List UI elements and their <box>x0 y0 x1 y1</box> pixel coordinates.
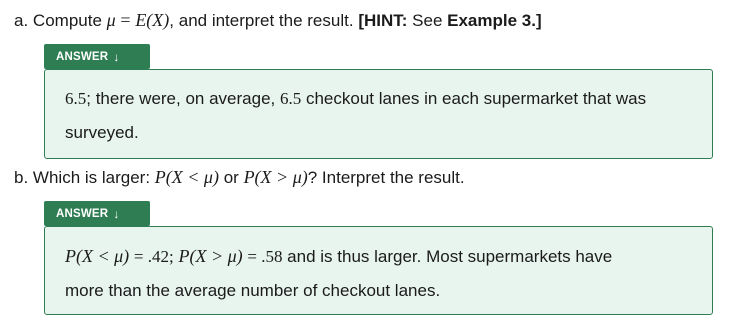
answer-a-text-2: checkout lanes in each supermarket that was <box>301 89 647 108</box>
question-a <box>14 9 542 32</box>
hint-text: See <box>412 11 443 30</box>
answer-b-text: and is thus larger. Most supermarkets have <box>282 247 613 266</box>
answer-box-b <box>44 226 713 315</box>
math-prob-less: P(X < μ) <box>154 167 219 187</box>
answer-a-value: 6.5 <box>65 89 87 108</box>
answer-toggle-a[interactable] <box>44 44 150 69</box>
answer-a-line-1 <box>65 82 692 116</box>
question-b-text-2: ? Interpret the result. <box>307 168 465 187</box>
answer-a-text: ; there were, on average, <box>86 89 280 108</box>
question-b-text: Which is larger: <box>32 168 151 187</box>
answer-b-line-1 <box>65 239 692 274</box>
answer-toggle-b[interactable] <box>44 201 150 226</box>
question-a-text: Compute <box>32 11 102 30</box>
question-b-or: or <box>223 168 239 187</box>
math-prob-greater: P(X > μ) <box>243 167 308 187</box>
answer-a-value-2: 6.5 <box>279 89 302 108</box>
arrow-down-icon: ↓ <box>113 206 120 221</box>
answer-b-math-2: P(X > μ) <box>178 246 243 266</box>
question-b <box>14 166 465 189</box>
hint-example-link[interactable]: Example 3 <box>447 11 532 30</box>
arrow-down-icon: ↓ <box>113 49 120 64</box>
answer-toggle-b-label: ANSWER <box>56 207 109 220</box>
question-a-label: a. <box>14 11 29 30</box>
hint-close: .] <box>531 11 542 30</box>
question-b-label: b. <box>14 168 29 187</box>
question-a-text-2: , and interpret the result. <box>169 11 354 30</box>
answer-b-math-1: P(X < μ) <box>65 246 130 266</box>
answer-b-eq-2: = .58 <box>247 247 283 266</box>
math-expected-value: E(X) <box>135 10 170 30</box>
answer-box-a <box>44 69 713 159</box>
answer-b-line-2: more than the average number of checkout lanes. <box>65 281 441 300</box>
answer-a-line-2: surveyed. <box>65 123 139 142</box>
hint-open: [HINT: <box>358 11 408 30</box>
answer-toggle-a-label: ANSWER <box>56 50 109 63</box>
math-equals: = <box>120 10 131 30</box>
answer-b-eq-1: = .42; <box>133 247 174 266</box>
math-mu: μ <box>106 10 116 30</box>
